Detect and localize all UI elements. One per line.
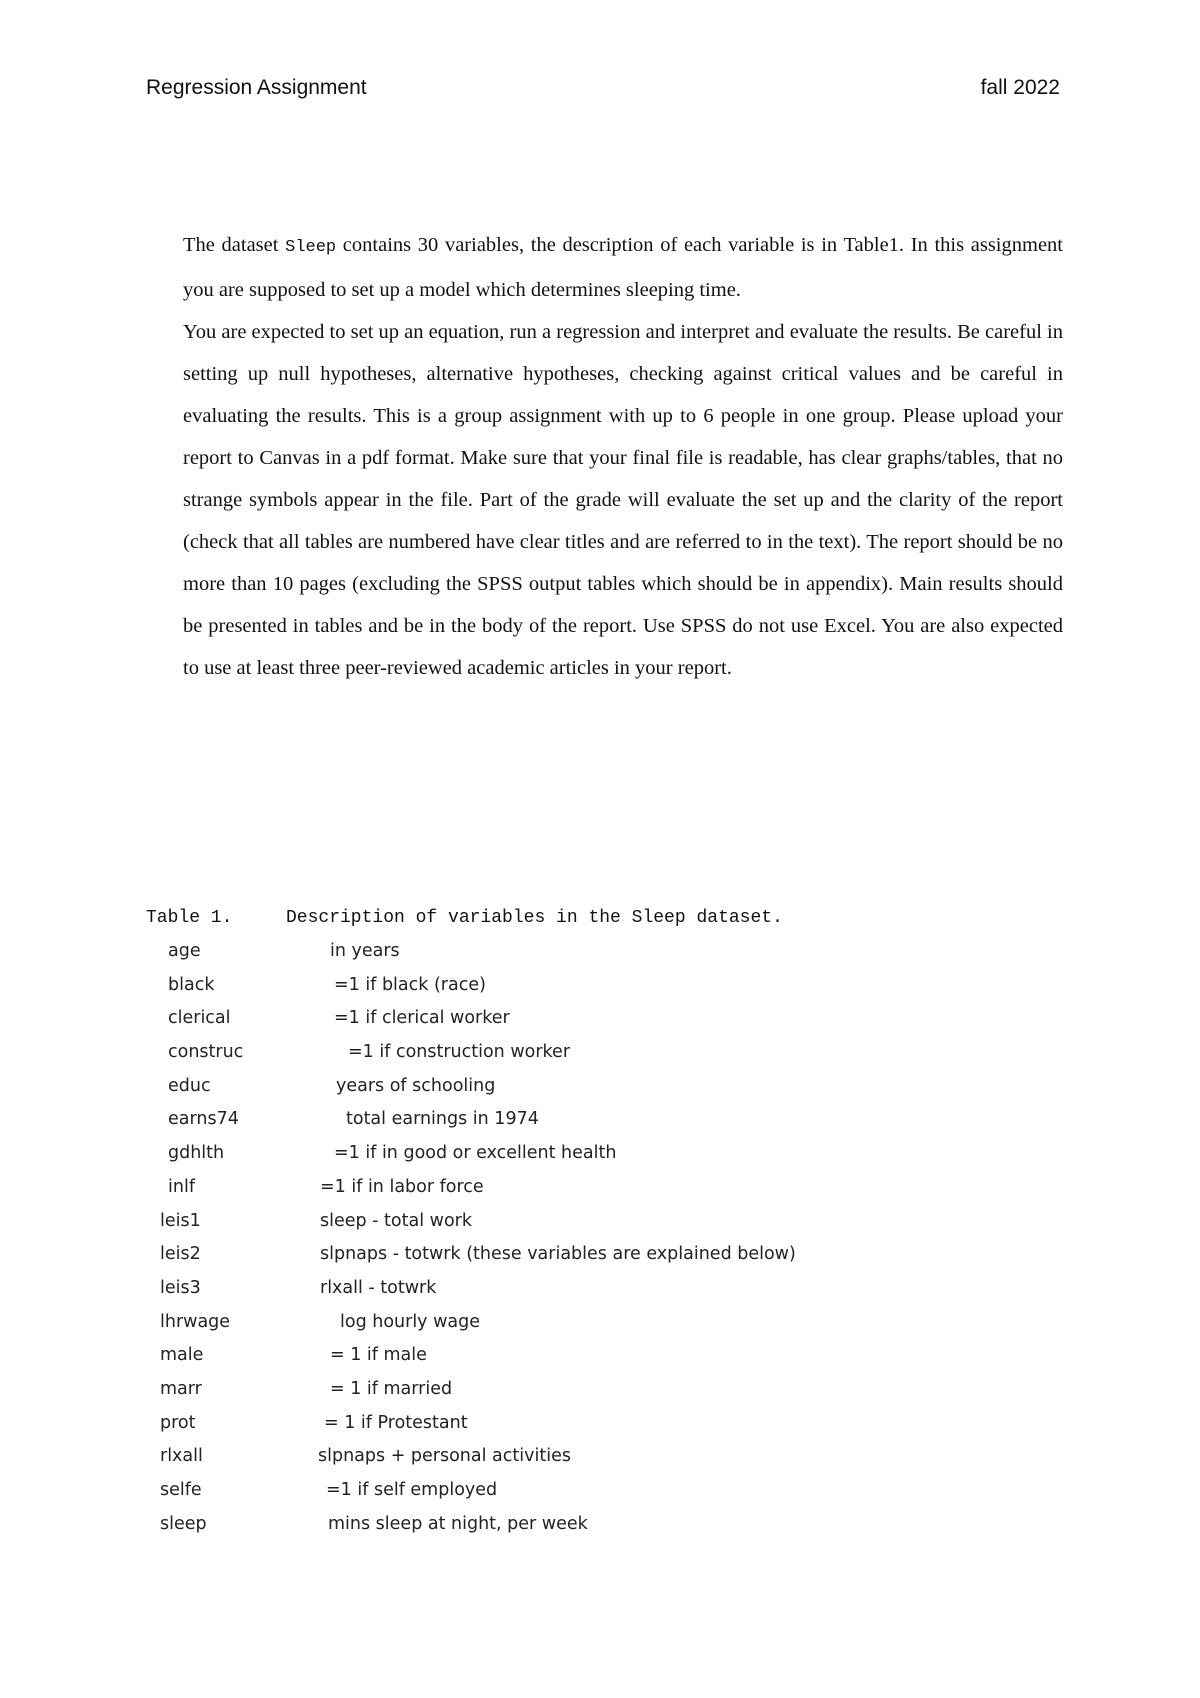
table-caption-text: Description of variables in the Sleep dataset.: [286, 908, 783, 928]
table-row: [146, 1306, 946, 1340]
variable-description: in years: [330, 941, 400, 961]
assignment-title: Regression Assignment: [146, 76, 367, 99]
variable-name: lhrwage: [160, 1311, 231, 1332]
table-caption: [146, 908, 783, 928]
variable-name: male: [160, 1345, 204, 1366]
page-header: [146, 70, 1060, 106]
term-label: fall 2022: [980, 76, 1060, 99]
variable-description: total earnings in 1974: [346, 1109, 539, 1130]
variable-description: rlxall - totwrk: [320, 1277, 437, 1298]
dataset-name: Sleep: [285, 238, 337, 257]
table-row: [146, 1238, 946, 1272]
intro-p1-after: contains 30 variables, the description of each variable is in Table1. In this assignment you are supposed to set up a model which determines sleeping time.: [183, 234, 1063, 301]
intro-p1-before: The dataset: [183, 234, 286, 256]
table-row: [146, 1440, 946, 1474]
table-row: [146, 969, 946, 1003]
variable-name: earns74: [168, 1109, 239, 1130]
variable-description: mins sleep at night, per week: [328, 1513, 588, 1534]
variable-description: =1 if construction worker: [348, 1042, 571, 1063]
table-row: [146, 1339, 946, 1373]
table-row: [146, 1205, 946, 1239]
variable-description: = 1 if married: [330, 1378, 453, 1399]
variable-description: =1 if in labor force: [320, 1176, 484, 1197]
variable-description: years of schooling: [336, 1075, 496, 1096]
variable-description: =1 if black (race): [334, 974, 486, 995]
variable-name: selfe: [160, 1480, 202, 1500]
variable-name: educ: [168, 1075, 211, 1096]
intro-paragraph-2: You are expected to set up an equation, run a regression and interpret and evaluate the results. Be careful in setting up null hypotheses, alternative hypotheses, checking against critical values and be careful in evaluating the results. This is a group assignment with up to 6 people in one group. Please upload your report to Canvas in a pdf format. Make sure that your final file is readable, has clear graphs/tables, that no strange symbols appear in the file. Part of the grade will evaluate the set up and the clarity of the report (check that all tables are numbered have clear titles and are referred to in the text). The report should be no more than 10 pages (excluding the SPSS output tables which should be in appendix). Main results should be presented in tables and be in the body of the report. Use SPSS do not use Excel. You are also expected to use at least three peer-reviewed academic articles in your report.: [183, 321, 1063, 679]
variable-description: =1 if clerical worker: [334, 1008, 510, 1029]
variable-name: marr: [160, 1378, 202, 1399]
variable-name: sleep: [160, 1513, 207, 1534]
variable-name: leis1: [160, 1210, 201, 1231]
table-row: [146, 1474, 946, 1508]
variable-name: rlxall: [160, 1446, 203, 1467]
variable-name: construc: [168, 1042, 244, 1063]
variable-name: clerical: [168, 1008, 231, 1029]
table-row: [146, 1272, 946, 1306]
variables-table: [146, 935, 946, 1541]
variable-description: log hourly wage: [340, 1311, 481, 1332]
table-row: [146, 1036, 946, 1070]
variable-description: = 1 if male: [330, 1345, 427, 1366]
table-row: [146, 1070, 946, 1104]
table-row: [146, 1103, 946, 1137]
variable-name: age: [168, 941, 201, 961]
table-row: [146, 1508, 946, 1542]
variable-name: inlf: [168, 1176, 195, 1197]
variable-name: black: [168, 974, 215, 995]
table-row: [146, 1407, 946, 1441]
intro-text: [183, 224, 1063, 689]
variable-description: sleep - total work: [320, 1210, 472, 1231]
variable-description: = 1 if Protestant: [324, 1412, 468, 1433]
variable-name: prot: [160, 1412, 196, 1433]
variable-name: gdhlth: [168, 1143, 225, 1164]
intro-paragraph-1: [183, 224, 1063, 311]
table-row: [146, 935, 946, 969]
table-row: [146, 1137, 946, 1171]
variable-description: slpnaps - totwrk (these variables are explained below): [320, 1244, 796, 1265]
variable-description: =1 if in good or excellent health: [334, 1143, 617, 1164]
table-row: [146, 1171, 946, 1205]
variable-description: =1 if self employed: [326, 1480, 498, 1500]
table-row: [146, 1373, 946, 1407]
variable-description: slpnaps + personal activities: [318, 1446, 571, 1467]
table-row: [146, 1002, 946, 1036]
variable-name: leis3: [160, 1277, 201, 1298]
variable-name: leis2: [160, 1244, 201, 1265]
table-label: Table 1.: [146, 908, 233, 928]
